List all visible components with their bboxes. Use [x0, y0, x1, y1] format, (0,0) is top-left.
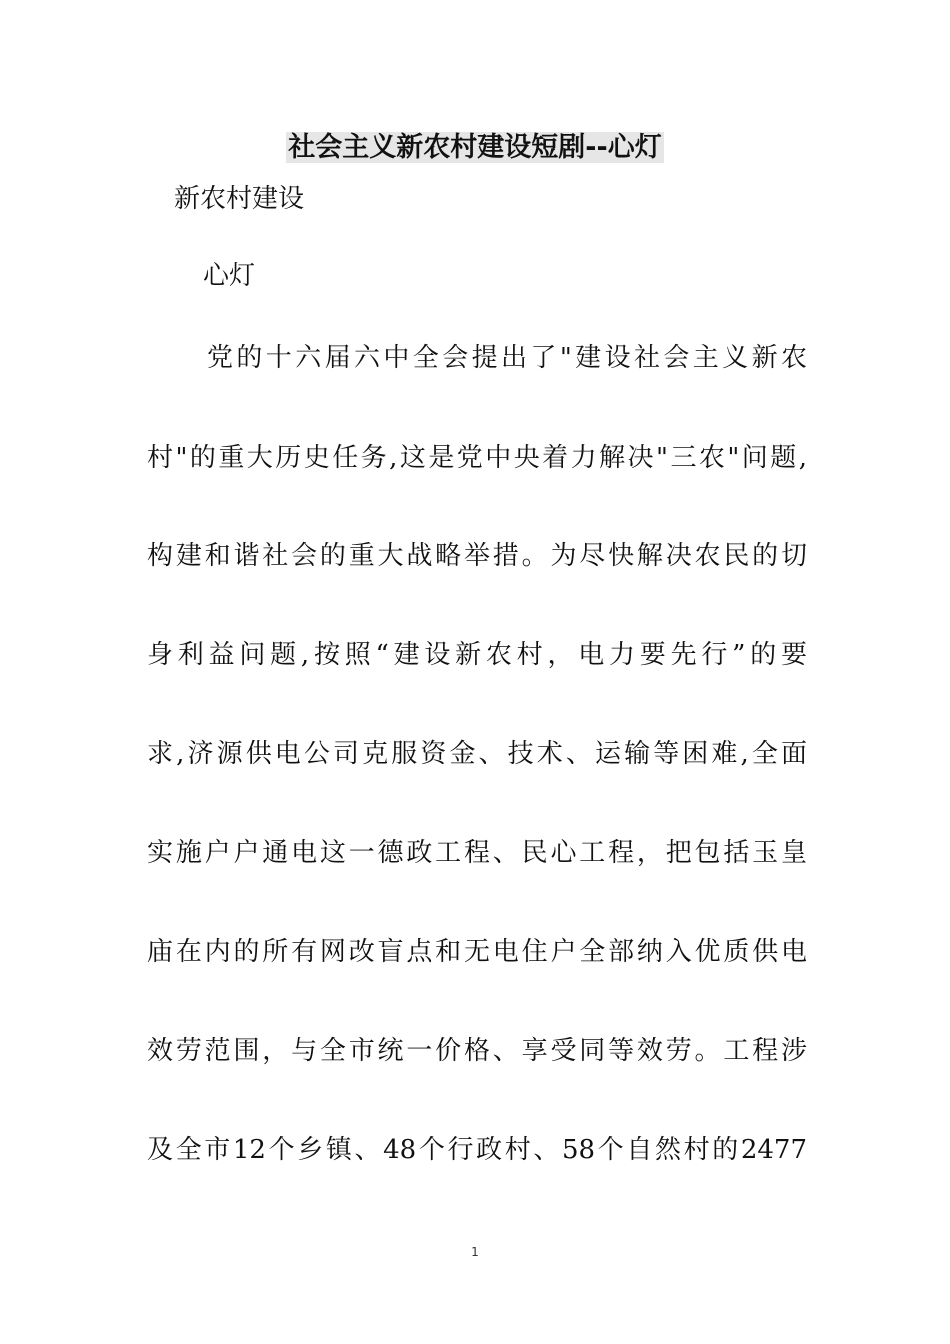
page-number: 1 [471, 1245, 479, 1259]
body-line: 构建和谐社会的重大战略举措。为尽快解决农民的切 [147, 541, 807, 571]
body-line: 党的十六届六中全会提出了"建设社会主义新农 [207, 343, 807, 373]
document-title [0, 128, 950, 168]
body-line: 效劳范围，与全市统一价格、享受同等效劳。工程涉 [147, 1036, 807, 1066]
document-title-text: 社会主义新农村建设短剧--心灯 [288, 132, 662, 163]
subheading-heart-lamp: 心灯 [203, 261, 256, 291]
body-line: 身利益问题,按照“建设新农村，电力要先行”的要 [147, 640, 807, 670]
body-line: 及全市12个乡镇、48个行政村、58个自然村的2477 [147, 1135, 807, 1165]
subheading-new-village: 新农村建设 [174, 184, 305, 214]
body-line: 村"的重大历史任务,这是党中央着力解决"三农"问题, [147, 443, 807, 473]
body-line: 实施户户通电这一德政工程、民心工程，把包括玉皇 [147, 838, 807, 868]
body-line: 求,济源供电公司克服资金、技术、运输等困难,全面 [147, 739, 807, 769]
body-line: 庙在内的所有网改盲点和无电住户全部纳入优质供电 [147, 937, 807, 967]
